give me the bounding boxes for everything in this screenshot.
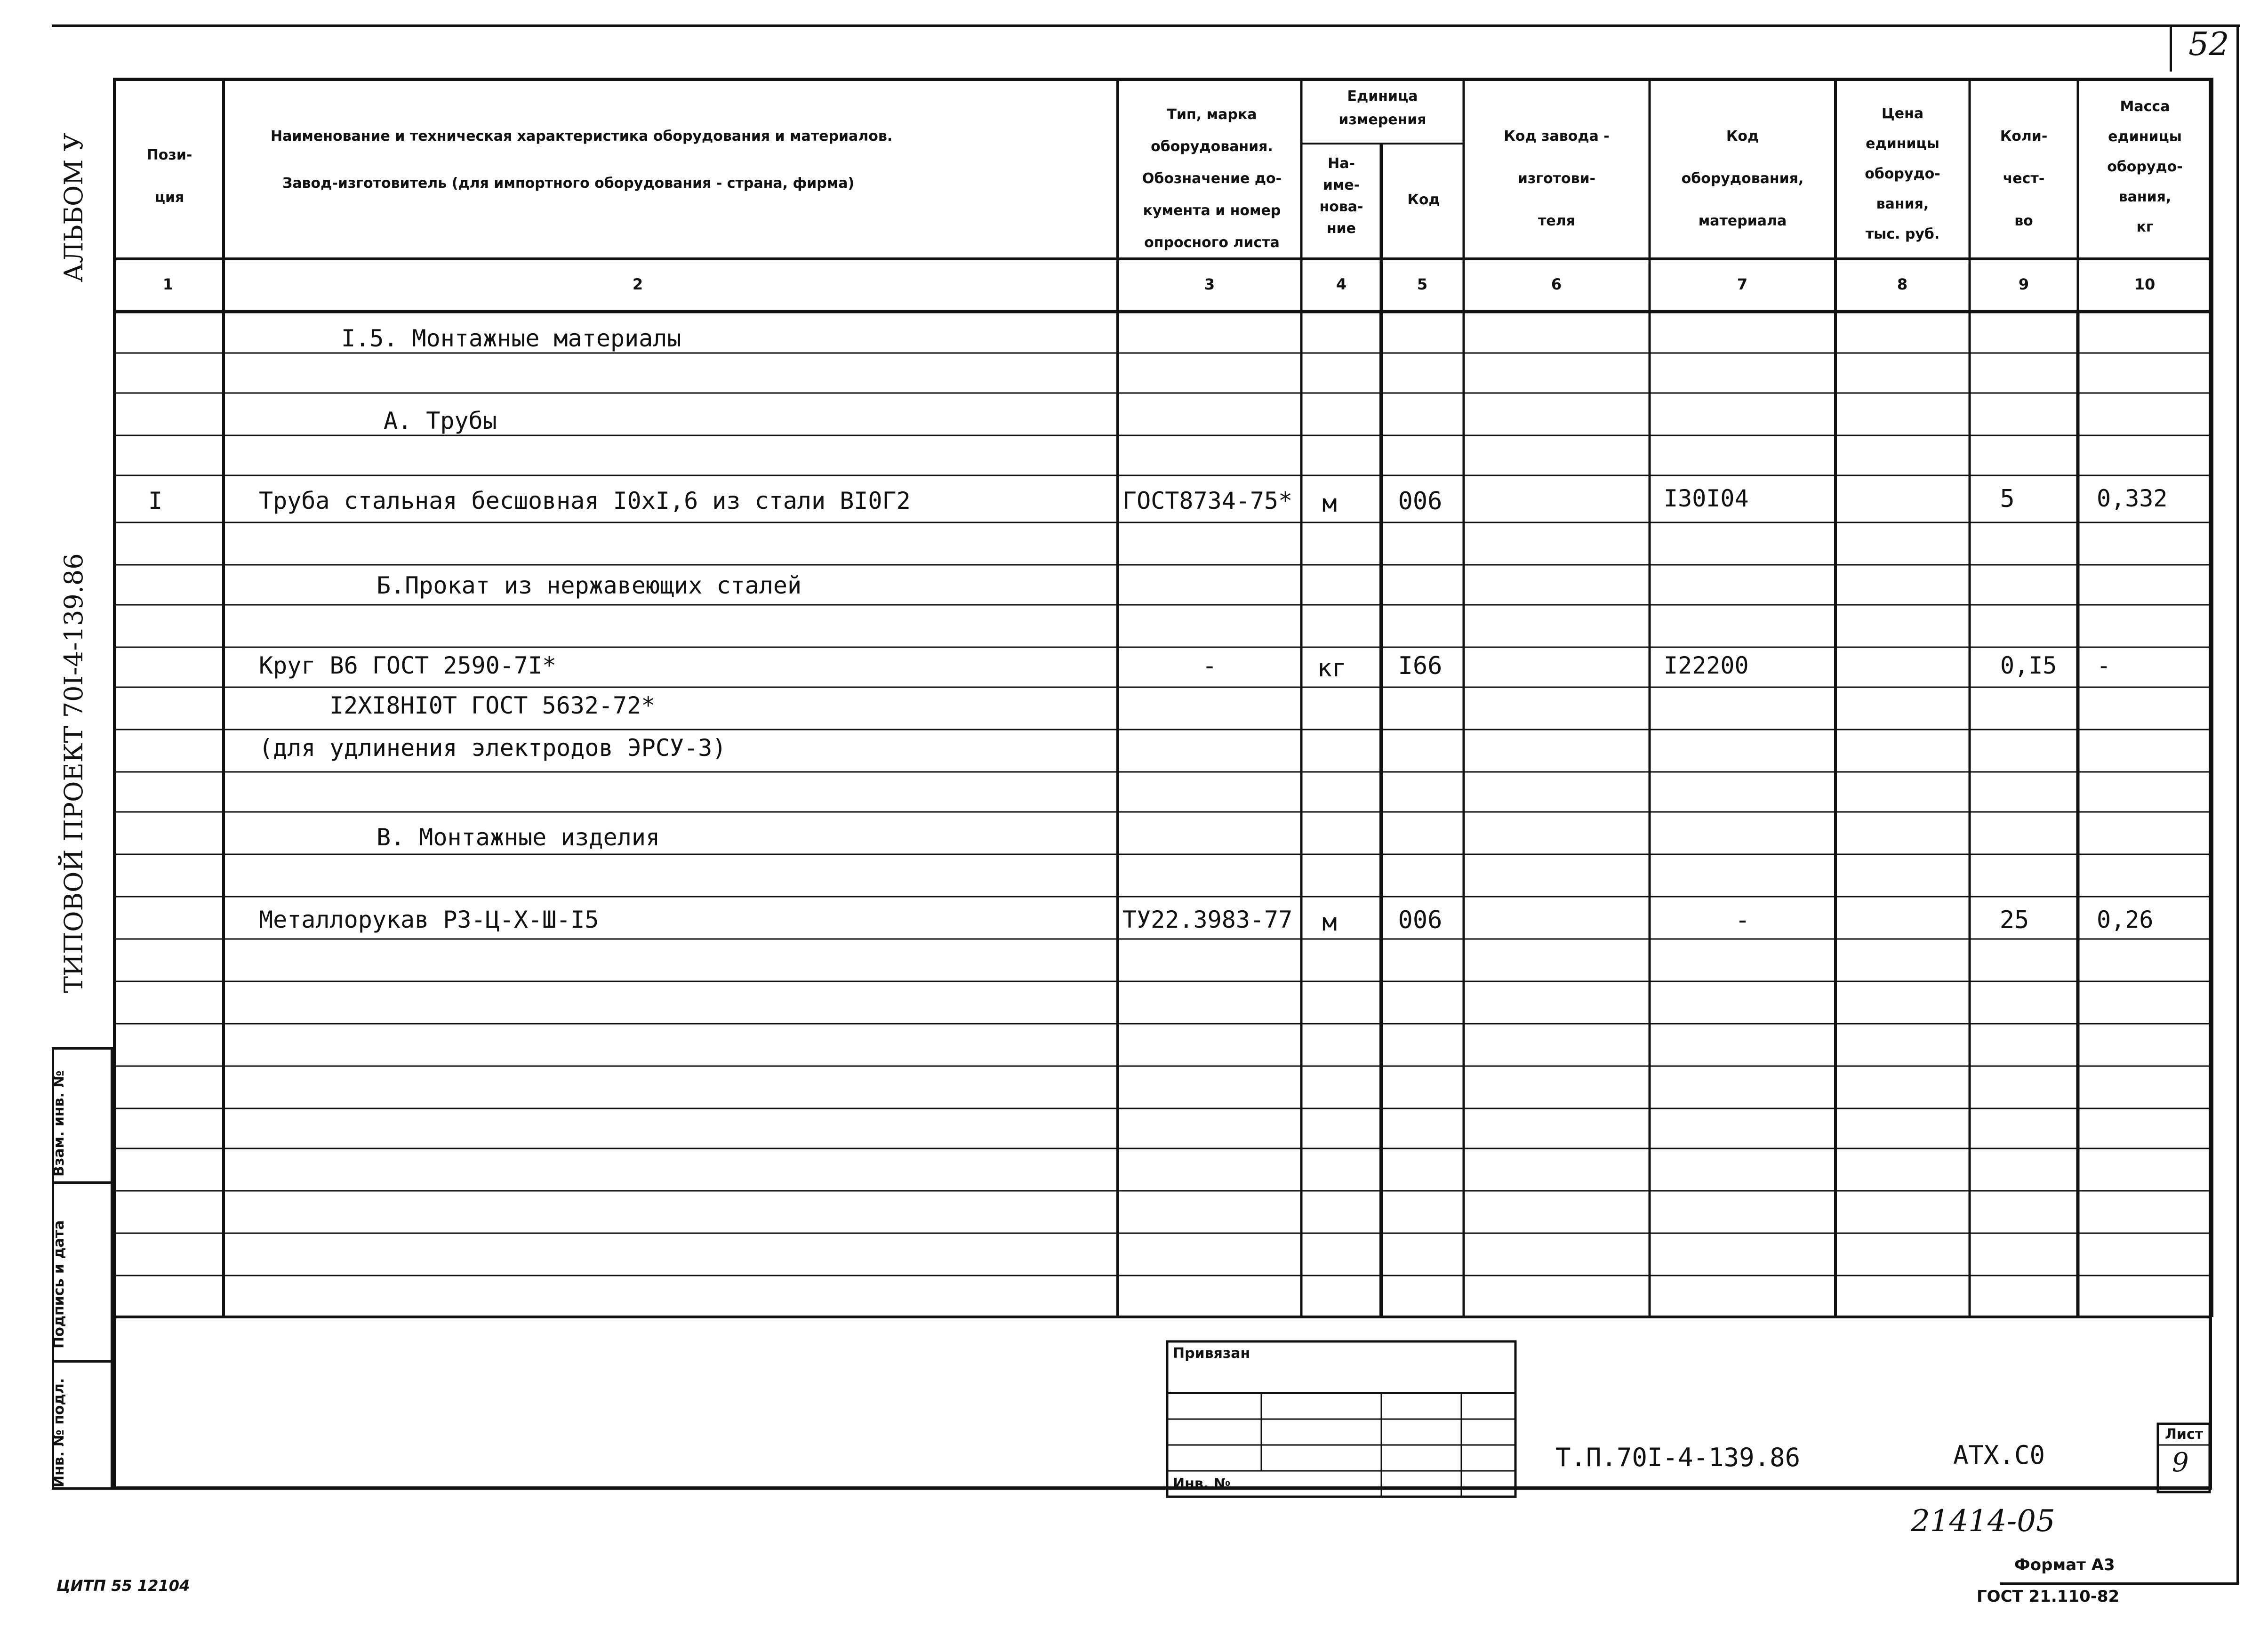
- album-label: АЛЬБОМ У: [59, 133, 88, 282]
- page-number: 52: [2188, 26, 2229, 63]
- subsection-pipes: А. Трубы: [384, 407, 497, 434]
- item3-material-code: -: [1735, 906, 1750, 934]
- column-number-9: 9: [2018, 275, 2029, 293]
- format-label: Формат А3: [2014, 1556, 2115, 1574]
- item1-quantity: 5: [2000, 485, 2015, 513]
- header-doc: Тип, марка оборудования. Обозначение до- кумента и номер опросного листа: [1142, 106, 1282, 251]
- item2-mass: -: [2097, 652, 2111, 679]
- stamp-attached: Привязан: [1173, 1345, 1250, 1362]
- subsection-stainless: Б.Прокат из нержавеющих сталей: [377, 572, 802, 599]
- item3-doc: ТУ22.3983-77: [1122, 906, 1293, 933]
- column-number-4: 4: [1336, 275, 1347, 293]
- item1-doc: ГОСТ8734-75*: [1122, 487, 1293, 514]
- header-name-line2: Завод-изготовитель (для импортного оборудования - страна, фирма): [282, 175, 855, 192]
- column-number-3: 3: [1204, 275, 1215, 293]
- item2-unit-code: I66: [1398, 652, 1443, 680]
- item1-name: Труба стальная бесшовная I0xI,6 из стали BI0Г2: [259, 487, 911, 514]
- item2-unit: кг: [1317, 654, 1347, 682]
- item1-unit-code: 006: [1398, 487, 1443, 515]
- stamp-inv-no: Инв. №: [1173, 1476, 1231, 1492]
- item3-quantity: 25: [1999, 906, 2029, 934]
- header-unit-name: На- име- нова- ние: [1319, 155, 1363, 237]
- column-number-2: 2: [632, 275, 643, 293]
- gost-label: ГОСТ 21.110-82: [1977, 1587, 2120, 1606]
- project-label: ТИПОВОЙ ПРОЕКТ 70I-4-139.86: [59, 553, 88, 993]
- column-number-5: 5: [1417, 275, 1428, 293]
- header-mass: Масса единицы оборудо- вания, кг: [2107, 98, 2183, 235]
- print-label: ЦИТП 55 12104: [56, 1577, 190, 1595]
- item3-unit: м: [1322, 908, 1337, 937]
- item2-doc: -: [1202, 652, 1217, 680]
- item2-material-code: I22200: [1664, 652, 1749, 679]
- header-name-line1: Наименование и техническая характеристика оборудования и материалов.: [271, 128, 893, 144]
- side-text-inv-orig: Инв. № подл.: [51, 1378, 67, 1487]
- item1-position: I: [148, 487, 163, 514]
- header-quantity: Коли- чест- во: [2000, 128, 2048, 229]
- item3-name: Металлорукав Р3-Ц-Х-Ш-I5: [259, 906, 599, 933]
- item2-quantity: 0,I5: [2000, 652, 2057, 679]
- sheet-label: Лист: [2165, 1426, 2204, 1443]
- item1-material-code: I30I04: [1664, 485, 1749, 512]
- sheet-number: 9: [2172, 1447, 2189, 1478]
- header-material-code: Код оборудования, материала: [1681, 128, 1804, 229]
- item3-unit-code: 006: [1398, 906, 1443, 934]
- header-position: Пози- ция: [146, 147, 192, 206]
- item2-name-line1: Круг В6 ГОСТ 2590-7I*: [259, 652, 557, 679]
- stamp-code: АТХ.С0: [1953, 1440, 2045, 1470]
- side-text-sign-date: Подпись и дата: [51, 1220, 67, 1348]
- handwritten-number: 21414-05: [1911, 1504, 2055, 1539]
- subsection-mounting: В. Монтажные изделия: [377, 824, 660, 851]
- column-number-6: 6: [1551, 275, 1562, 293]
- header-unit-group: Единица измерения: [1338, 88, 1427, 128]
- column-number-7: 7: [1737, 275, 1748, 293]
- header-factory-code: Код завода - изготови- теля: [1504, 128, 1610, 229]
- section-title: I.5. Монтажные материалы: [341, 325, 681, 352]
- column-number-10: 10: [2134, 275, 2156, 293]
- item2-name-line3: (для удлинения электродов ЭРСУ-3): [259, 734, 727, 762]
- column-number-1: 1: [162, 275, 174, 293]
- item1-unit: м: [1322, 490, 1337, 518]
- header-unit-code: Код: [1407, 192, 1440, 208]
- column-number-8: 8: [1897, 275, 1908, 293]
- item1-mass: 0,332: [2097, 485, 2168, 512]
- side-text-inv-swap: Взам. инв. №: [51, 1070, 67, 1177]
- item2-name-line2: I2XI8HI0T ГОСТ 5632-72*: [329, 692, 656, 719]
- header-price: Цена единицы оборудо- вания, тыс. руб.: [1865, 105, 1940, 242]
- stamp-designation: Т.П.70I-4-139.86: [1555, 1443, 1801, 1472]
- item3-mass: 0,26: [2097, 906, 2154, 933]
